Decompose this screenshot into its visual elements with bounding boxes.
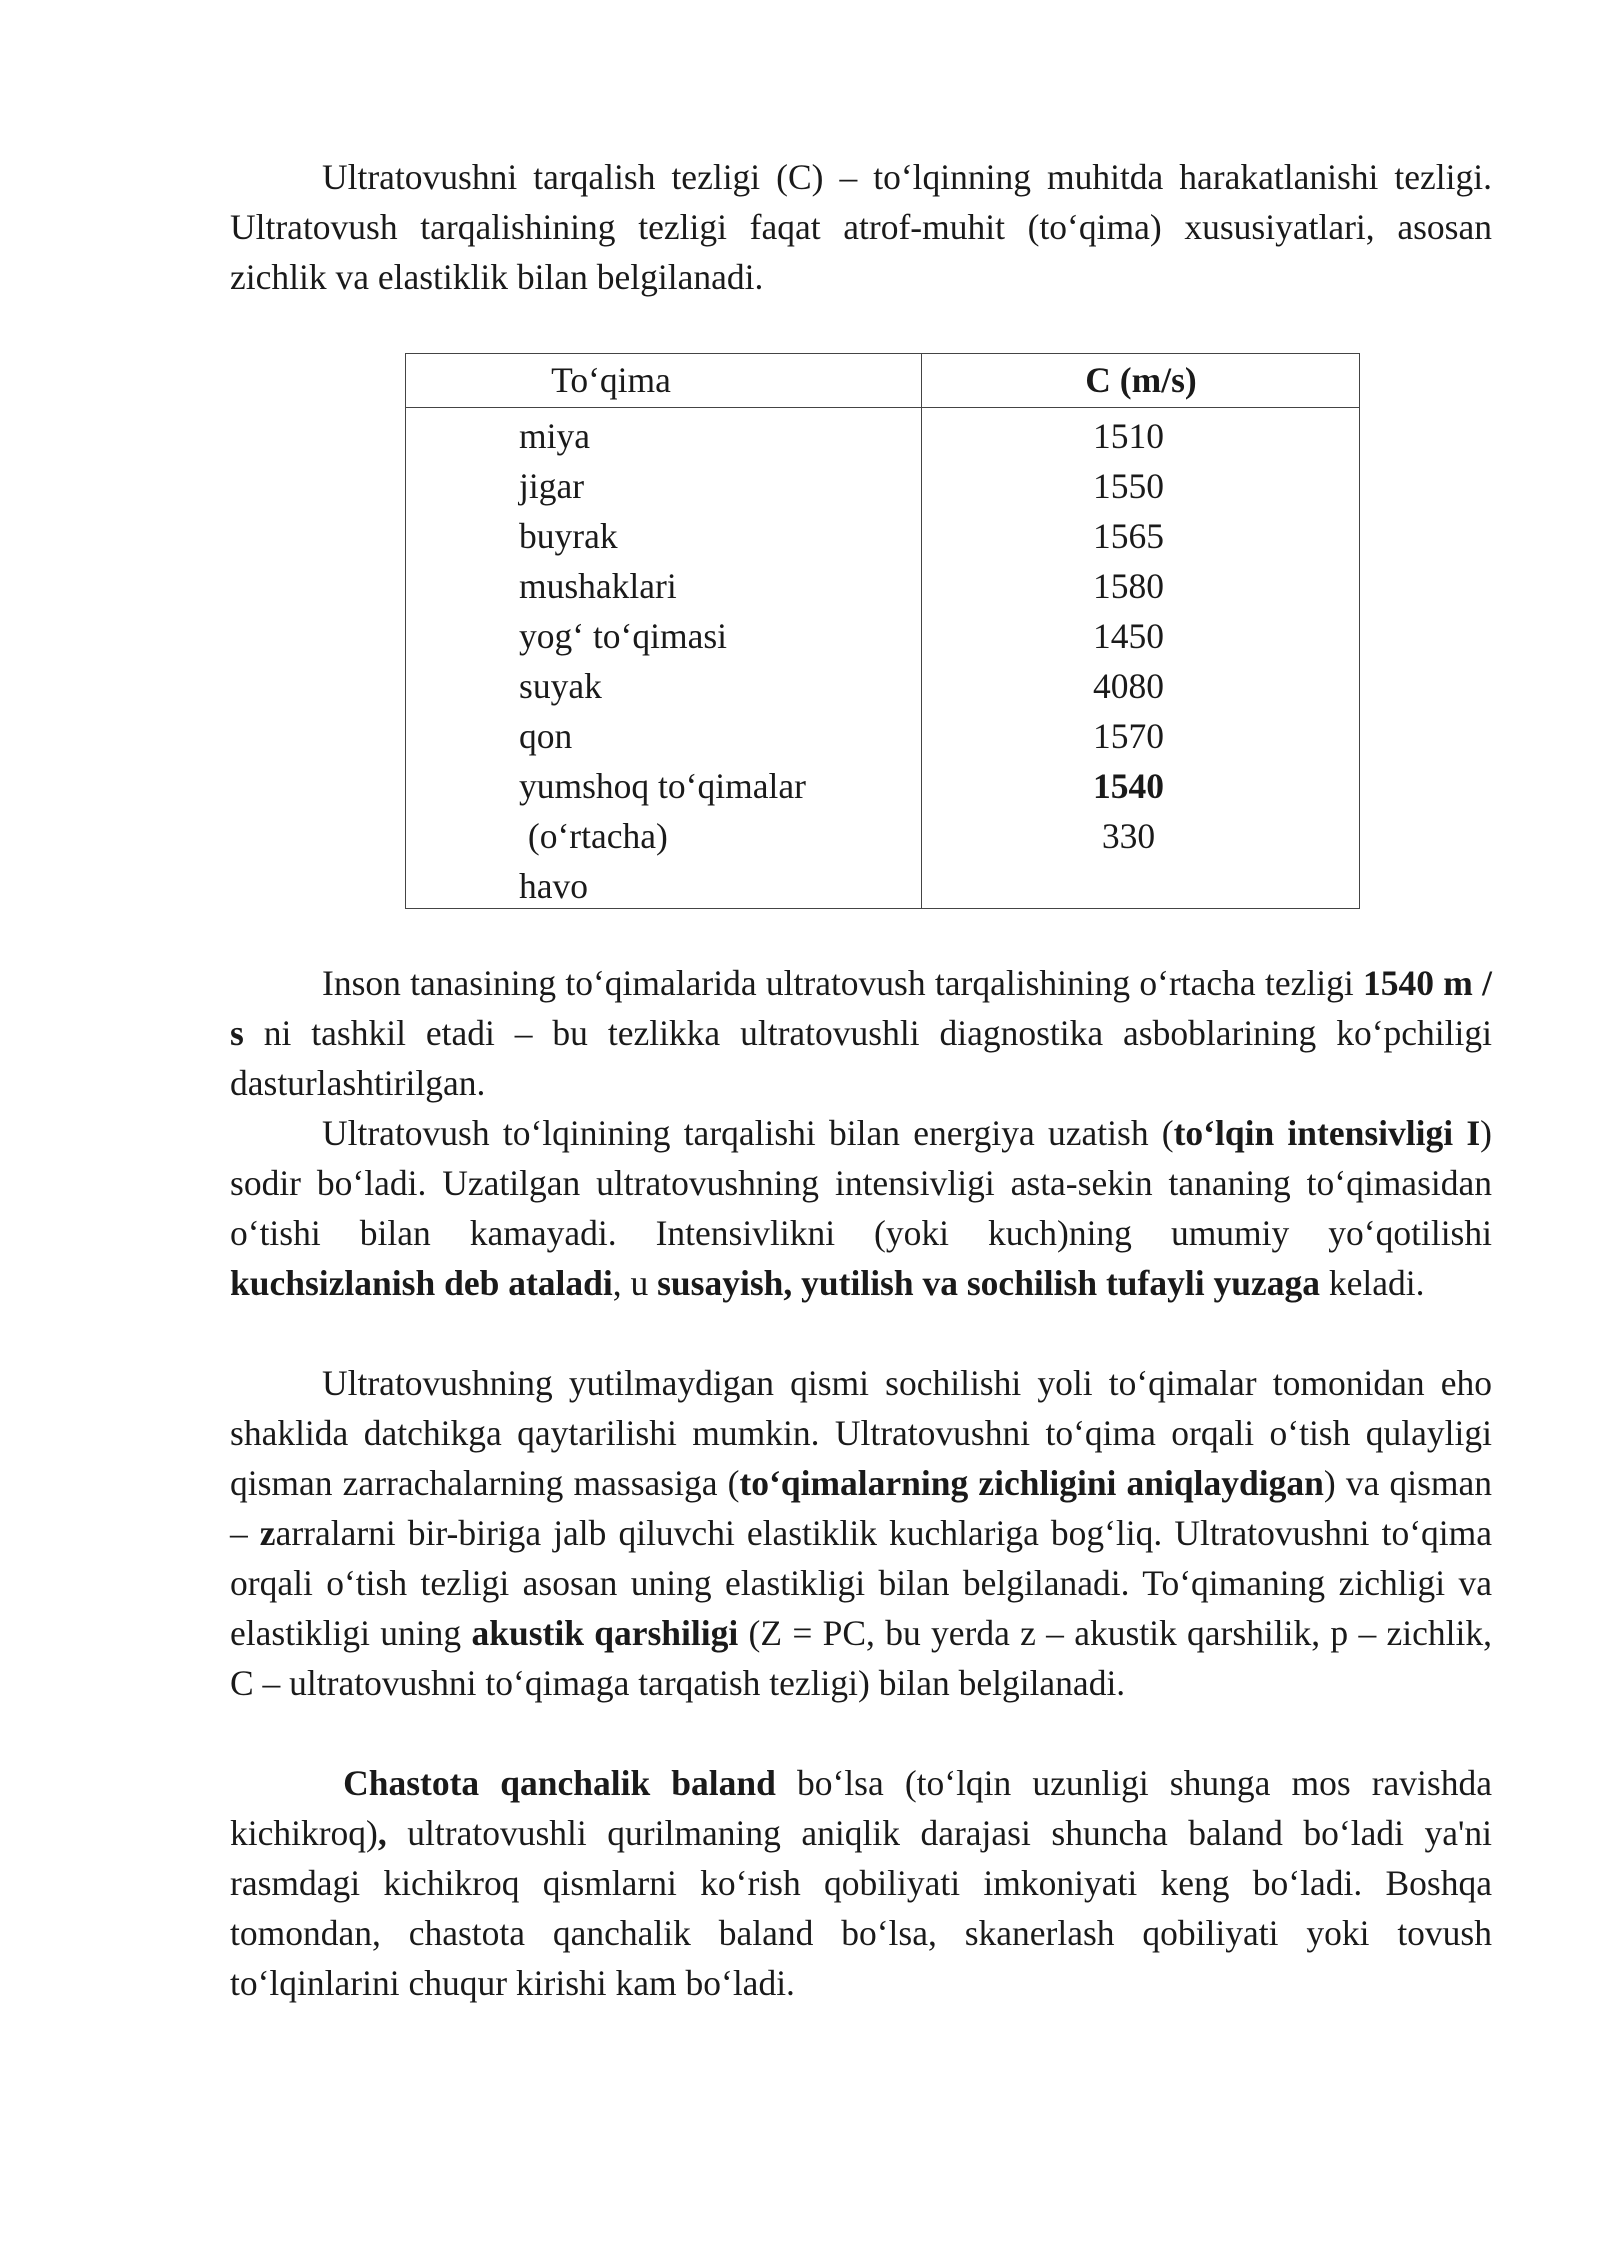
tissue-name: qon — [519, 716, 573, 756]
speed-value: 1450 — [1093, 616, 1164, 656]
p3-text-3: , u — [612, 1263, 658, 1303]
p3-bold-3: susayish, yutilish va sochilish tufayli yuzaga — [657, 1263, 1320, 1303]
speed-value: 1510 — [1093, 416, 1164, 456]
p3-text-4: keladi. — [1319, 1263, 1425, 1303]
table-header-tissue: To‘qima — [551, 360, 671, 400]
p4-bold-1: to‘qimalarning zichligini aniqlaydigan — [739, 1463, 1324, 1503]
p3-text-2: ) sodir bo‘ladi. Uzatilgan ultratovushning intensivligi asta-sekin tananing to‘qimasidan o‘tishi bilan kamayadi. Intensivlikni (yoki kuch)ning umumiy yo‘qotilishi — [230, 1113, 1492, 1253]
frequency-paragraph — [230, 1758, 1492, 2008]
p2-bold-1: 1540 m / s — [230, 963, 1492, 1053]
table-header-speed: C (m/s) — [1085, 360, 1197, 400]
p4-text-2: ) va qisman – — [230, 1463, 1493, 1553]
p3-bold-1: to‘lqin intensivligi I — [1173, 1113, 1481, 1153]
speed-value — [921, 861, 1336, 911]
p3-text-1: Ultratovush to‘lqinining tarqalishi bilan energiya uzatish ( — [322, 1113, 1174, 1153]
speed-value: 4080 — [1093, 666, 1164, 706]
impedance-paragraph — [230, 1358, 1492, 1708]
average-speed-paragraph — [230, 958, 1492, 1108]
p4-bold-3: akustik qarshiligi — [471, 1613, 739, 1653]
speed-value: 1570 — [1093, 716, 1164, 756]
table-header-divider — [406, 407, 1359, 408]
tissue-name-column — [519, 411, 806, 911]
tissue-name: suyak — [519, 666, 602, 706]
p2-text-2: ni tashkil etadi – bu tezlikka ultratovushli diagnostika asboblarining ko‘pchiligi dasturlashtirilgan. — [230, 1013, 1492, 1103]
tissue-name: (o‘rtacha) — [519, 816, 668, 856]
p3-bold-2: kuchsizlanish deb ataladi — [230, 1263, 613, 1303]
speed-value: 1550 — [1093, 466, 1164, 506]
p4-text-3: arralarni bir-biriga jalb qiluvchi elastiklik kuchlariga bog‘liq. Ultratovushni to‘qima orqali o‘tish tezligi asosan uning elastikligi bilan belgilanadi. To‘qimaning zichligi va elastikligi uning — [230, 1513, 1493, 1653]
p5-bold-1: Chastota qanchalik baland — [322, 1763, 776, 1803]
tissue-name: jigar — [519, 466, 585, 506]
p4-text-4: (Z = PC, bu yerda z – akustik qarshilik, p – zichlik, C – ultratovushni to‘qimaga tarqatish tezligi) bilan belgilanadi. — [230, 1613, 1492, 1703]
tissue-name: buyrak — [519, 516, 618, 556]
p4-text-1: Ultratovushning yutilmaydigan qismi sochilishi yoli to‘qimalar tomonidan eho shaklida datchikga qaytarilishi mumkin. Ultratovushni to‘qima orqali o‘tish qulayligi qisman zarrachalarning massasiga ( — [230, 1363, 1492, 1503]
tissue-name: yog‘ to‘qimasi — [519, 616, 728, 656]
speed-value: 1580 — [1093, 566, 1164, 606]
speed-value: 1565 — [1093, 516, 1164, 556]
p2-text-1: Inson tanasining to‘qimalarida ultratovush tarqalishining o‘rtacha tezligi — [322, 963, 1363, 1003]
intro-paragraph — [230, 152, 1492, 302]
speed-value: 330 — [1101, 816, 1156, 856]
intensity-paragraph — [230, 1108, 1492, 1308]
tissue-name: mushaklari — [519, 566, 677, 606]
p5-text-1: bo‘lsa (to‘lqin uzunligi shunga mos ravishda kichikroq) — [230, 1763, 1492, 1853]
p5-text-2: ultratovushli qurilmaning aniqlik darajasi shuncha baland bo‘ladi ya'ni rasmdagi kichikroq qismlarni ko‘rish qobiliyati imkoniyati keng bo‘ladi. Boshqa tomondan, chastota qanchalik baland bo‘lsa, skanerlash qobiliyati yoki tovush to‘lqinlarini chuqur kirishi kam bo‘ladi. — [230, 1813, 1492, 2003]
tissue-name: havo — [519, 866, 589, 906]
speed-value-column — [921, 411, 1336, 911]
tissue-name: miya — [519, 416, 590, 456]
speed-value: 1540 — [1093, 766, 1164, 806]
p5-bold-2: , — [377, 1813, 387, 1853]
tissue-name: yumshoq to‘qimalar — [519, 766, 806, 806]
p1-text: Ultratovushni tarqalish tezligi (C) – to‘lqinning muhitda harakatlanishi tezligi. Ultratovush tarqalishining tezligi faqat atrof-muhit (to‘qima) xususiyatlari, asosan zichlik va elastiklik bilan belgilanadi. — [230, 157, 1492, 297]
speed-table — [405, 353, 1360, 909]
p4-bold-2: z — [259, 1513, 276, 1553]
